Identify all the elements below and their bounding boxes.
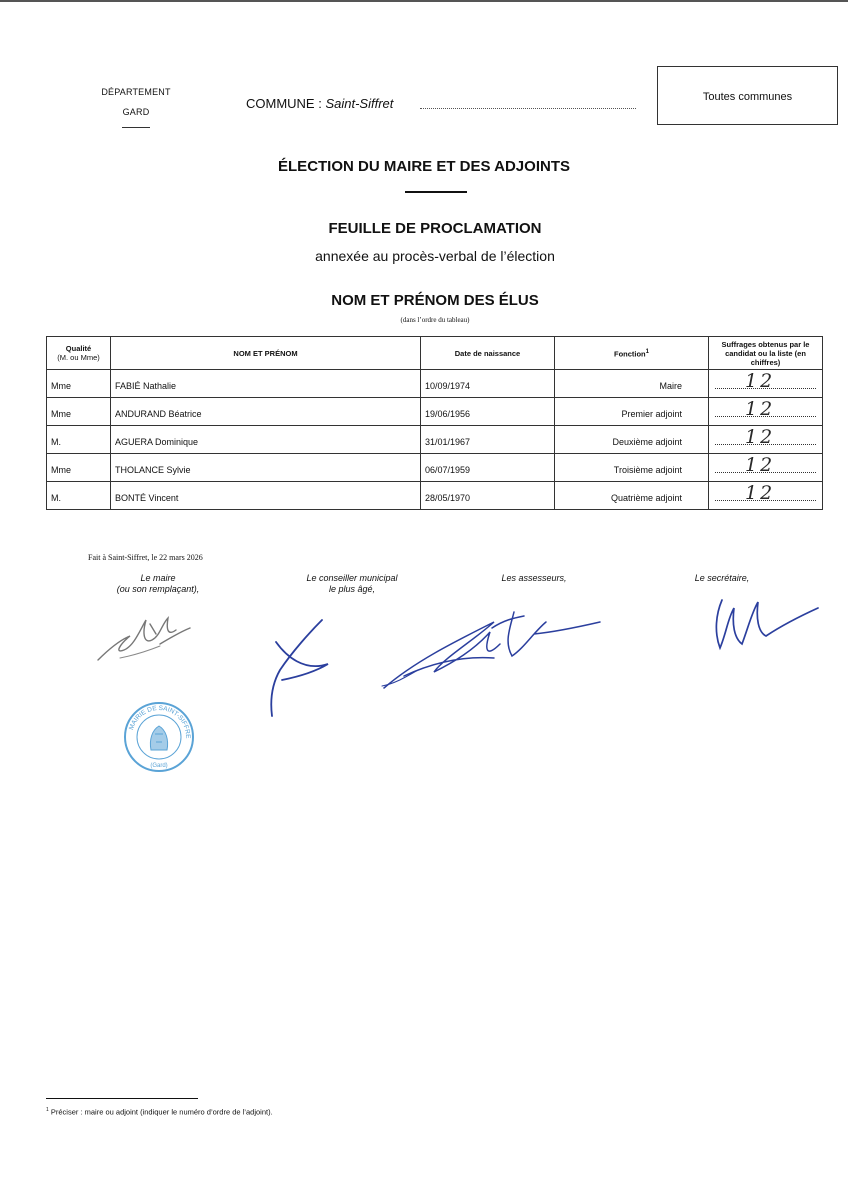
header-suffrages: Suffrages obtenus par le candidat ou la liste (en chiffres) [709,337,823,370]
footnote-separator [46,1098,198,1099]
commune-label: COMMUNE : [246,96,322,111]
footnote: $^1$ Préciser : maire ou adjoint (indiquer le numéro d’ordre de l’adjoint). [46,1107,273,1117]
main-title: ÉLECTION DU MAIRE ET DES ADJOINTS [278,158,570,175]
header-nom: NOM ET PRÉNOM [111,337,421,370]
annexe-subtitle: annexée au procès-verbal de l’élection [315,248,555,264]
handwritten-votes: 12 [745,454,776,476]
cell-nom: THOLANCE Sylvie [111,454,421,482]
commune-dotted-line [420,108,636,109]
table-row [47,426,823,454]
title-separator [405,191,467,193]
cell-suffrages [709,482,823,510]
table-row [47,370,823,398]
cell-qualite: M. [47,426,111,454]
commune-line [246,96,393,111]
fait-a-line: Fait à Saint-Siffret, le 22 mars 2026 [88,553,203,562]
handwritten-votes: 12 [745,482,776,504]
handwritten-votes: 12 [745,426,776,448]
departement-value: GARD [122,107,150,117]
cell-date: 19/06/1956 [421,398,555,426]
cell-qualite: Mme [47,370,111,398]
cell-fonction: Premier adjoint [555,398,709,426]
header-fonction: Fonction$^1$ [555,337,709,370]
maire-signature [90,600,200,670]
feuille-title: FEUILLE DE PROCLAMATION [328,220,542,237]
handwritten-votes: 12 [745,370,776,392]
table-row [47,482,823,510]
mairie-stamp [122,700,196,774]
cell-fonction: Troisième adjoint [555,454,709,482]
stamp-text: MAIRIE DE SAINT-SIFFRE [128,704,192,739]
secretaire-signature [700,588,824,660]
handwritten-votes: 12 [745,398,776,420]
cell-qualite: M. [47,482,111,510]
ordre-note: (dans l’ordre du tableau) [400,316,470,324]
cell-date: 10/09/1974 [421,370,555,398]
cell-nom: FABIÉ Nathalie [111,370,421,398]
cell-date: 06/07/1959 [421,454,555,482]
maire-label: Le maire (ou son remplaçant), [116,573,200,594]
conseiller-signature [262,612,342,722]
cell-nom: BONTÉ Vincent [111,482,421,510]
conseiller-label: Le conseiller municipal le plus âgé, [306,573,398,594]
cell-suffrages [709,370,823,398]
commune-name: Saint-Siffret [325,96,394,111]
secretaire-label: Le secrétaire, [694,573,750,583]
header-date: Date de naissance [421,337,555,370]
table-row [47,454,823,482]
cell-date: 31/01/1967 [421,426,555,454]
cell-qualite: Mme [47,398,111,426]
cell-nom: AGUERA Dominique [111,426,421,454]
elus-table [46,336,823,510]
cell-qualite: Mme [47,454,111,482]
cell-fonction: Maire [555,370,709,398]
table-header-row [47,337,823,370]
departement-label: DÉPARTEMENT [101,87,171,97]
header-qualite: Qualité (M. ou Mme) [47,337,111,370]
top-border-line [0,0,848,2]
cell-date: 28/05/1970 [421,482,555,510]
departement-underline [122,127,150,128]
noms-title: NOM ET PRÉNOM DES ÉLUS [331,292,539,309]
toutes-communes-box: Toutes communes [657,66,838,125]
cell-fonction: Quatrième adjoint [555,482,709,510]
departement-block [86,82,186,122]
cell-suffrages [709,454,823,482]
assesseurs-label: Les assesseurs, [501,573,567,583]
stamp-subtext: (Gard) [150,763,168,769]
table-row [47,398,823,426]
cell-fonction: Deuxième adjoint [555,426,709,454]
cell-suffrages [709,426,823,454]
cell-nom: ANDURAND Béatrice [111,398,421,426]
assesseurs-signature [374,592,610,702]
cell-suffrages [709,398,823,426]
